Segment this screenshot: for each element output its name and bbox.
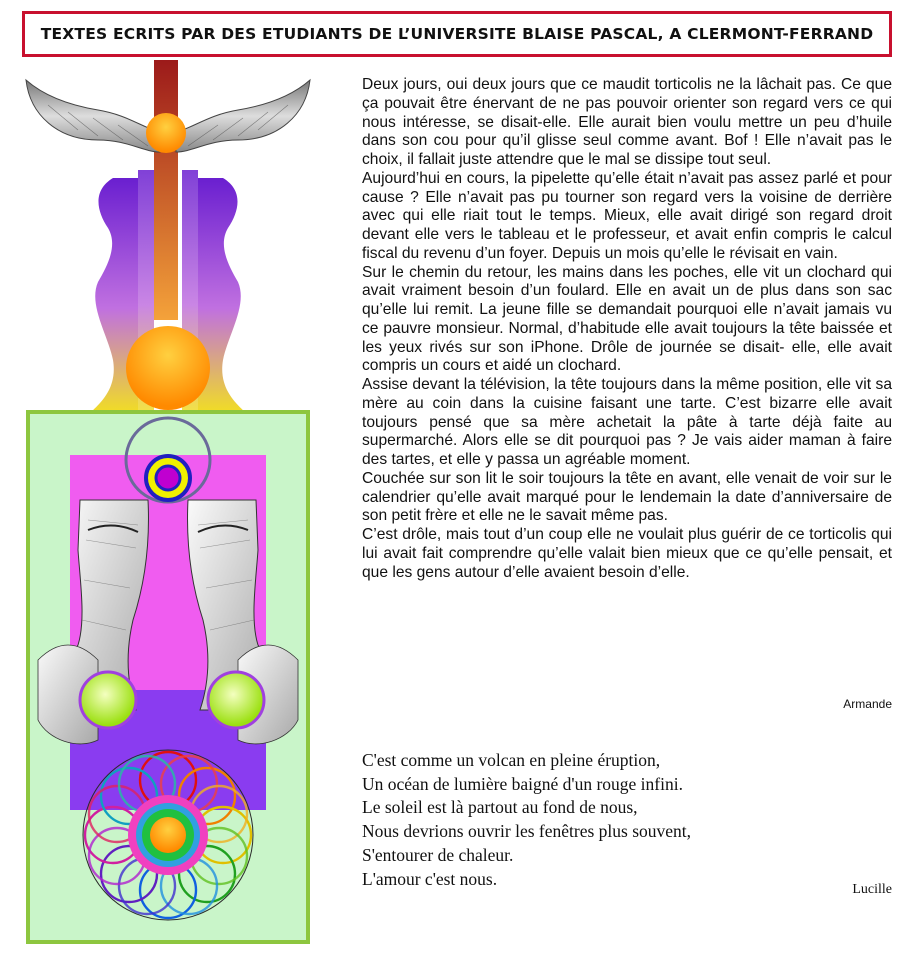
page-title: TEXTES ECRITS PAR DES ETUDIANTS DE L’UNIVERSITE BLAISE PASCAL, A CLERMONT-FERRAND bbox=[40, 25, 874, 43]
poem-author: Lucille bbox=[852, 882, 892, 897]
poem-line: S'entourer de chaleur. bbox=[362, 844, 514, 865]
poem-line: C'est comme un volcan en pleine éruption, bbox=[362, 750, 661, 770]
poem-line: Le soleil est là partout au fond de nous, bbox=[362, 797, 638, 818]
top-pole bbox=[154, 60, 178, 320]
left-wing bbox=[26, 80, 160, 152]
small-orange-sphere bbox=[146, 113, 186, 153]
right-wing bbox=[176, 80, 310, 152]
story-paragraph: Deux jours, oui deux jours que ce maudit torticolis ne la lâchait pas. Ce que ça pouvait être énervant de ne pas pouvoir orienter son regard vers ce qui nous intéresse, se disait-elle. Elle aurait bien voulu mettre un peu d’huile dans son cou pour qu’il glisse seul comme avant. Bof ! Elle n’avait pas le choix, il fallait juste attendre que le mal se dissipe tout seul. bbox=[362, 76, 892, 168]
right-lime-sphere bbox=[208, 672, 264, 728]
poem-line: Un océan de lumière baigné d'un rouge infini. bbox=[362, 773, 683, 794]
story-paragraph: Couchée sur son lit le soir toujours la tête en avant, elle venait de voir sur le calendrier qu’elle avait marqué pour le lendemain la date d’anniversaire de son petit frère et elle ne le savait même pas. bbox=[362, 469, 892, 525]
story-paragraph: C’est drôle, mais tout d’un coup elle ne voulait plus guérir de ce torticolis qui lui avait fait comprendre qu’elle valait bien mieux que ce qu’elle pensait, et que les gens autour d’elle avaient besoin d’elle. bbox=[362, 526, 892, 581]
abstract-artwork bbox=[18, 60, 318, 944]
story-paragraph: Sur le chemin du retour, les mains dans les poches, elle vit un clochard qui avait vraiment besoin d’un foulard. Elle en avait un de plus dans son sac qu’elle lui remit. La jeune fille se demandait pourquoi elle n’avait jamais vu ce pauvre monsieur. Normal, d’habitude elle avait toujours la tête baissée et les yeux rivés sur son iPhone. Drôle de journée se disait- elle, elle avait compris un cours et aidé un clochard. bbox=[362, 263, 892, 375]
story-paragraph: Assise devant la télévision, la tête toujours dans la même position, elle vit sa mère au coin dans la cuisine faisant une tarte. C’est bizarre elle avait toujours pensé que sa mère achetait la pâte à tarte déjà faite au supermarché. Alors elle se dit pourquoi pas ? Je vais aider maman à faire des tartes, et elle y passa un agréable moment. bbox=[362, 376, 892, 468]
left-lime-sphere bbox=[80, 672, 136, 728]
story-author: Armande bbox=[843, 697, 892, 711]
story-text bbox=[362, 76, 892, 582]
poem-line: Nous devrions ouvrir les fenêtres plus souvent, bbox=[362, 821, 692, 842]
poem bbox=[362, 749, 802, 891]
story-paragraph: Aujourd’hui en cours, la pipelette qu’elle était n’avait pas assez parlé et pour cause ? Elle n’avait pas pu tourner son regard vers la voisine de derrière avec qui elle riait tout le temps. Mieux, elle avait dirigé son regard droit devant elle vers le tableau et le professeur, et avait enfin compris le calcul fiscal du revenu d’un foyer. Depuis un mois qu’elle le révisait en vain. bbox=[362, 169, 892, 262]
poem-line: L'amour c'est nous. bbox=[362, 868, 498, 889]
large-orange-sphere bbox=[126, 326, 210, 410]
page-header bbox=[22, 11, 892, 57]
target-center bbox=[156, 466, 180, 490]
